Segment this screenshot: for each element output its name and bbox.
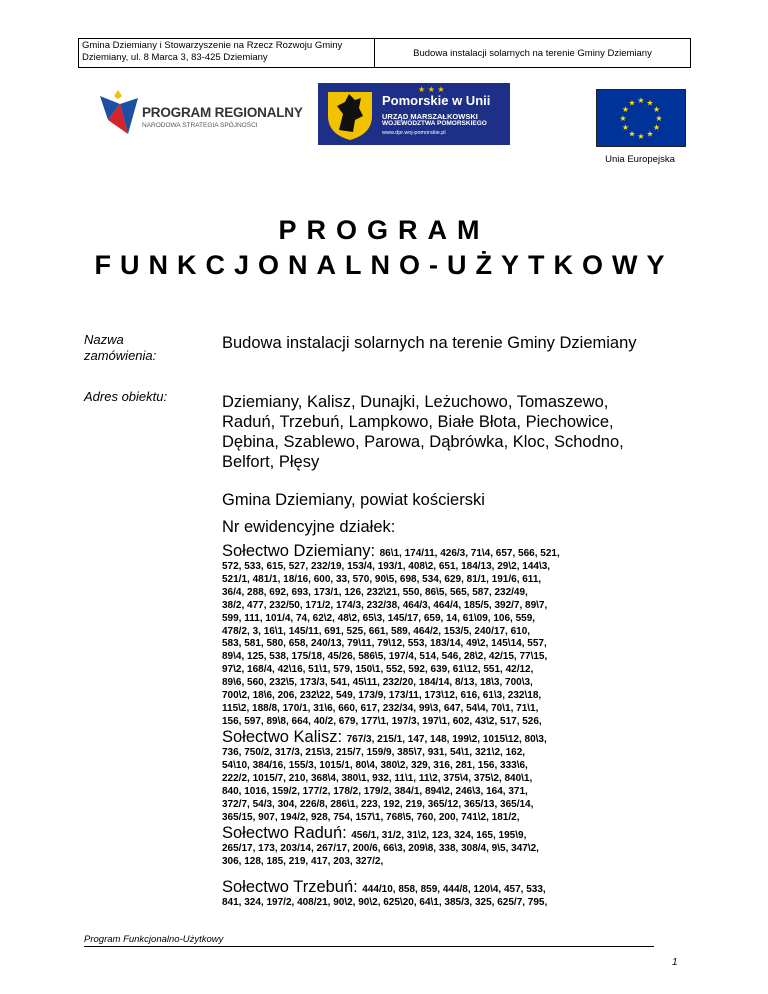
eu-star-icon: ★ xyxy=(637,132,645,141)
parcel-list xyxy=(222,897,662,910)
parcel-line: 265/17, 173, 203/14, 267/17, 200/6, 66\3, 209\8, 338, 308/4, 9\5, 347\2, xyxy=(222,843,539,854)
parcel-line: 97\2, 168/4, 42\16, 51\1, 579, 150\1, 552, 592, 639, 61\12, 551, 42/12, xyxy=(222,664,534,676)
parcel-line: 478/2, 3, 16\1, 145/11, 691, 525, 661, 589, 464/2, 153/5, 240/17, 610, xyxy=(222,625,531,637)
page-header xyxy=(78,38,691,68)
gmina-text: Gmina Dziemiany, powiat kościerski xyxy=(222,491,485,509)
eu-star-icon: ★ xyxy=(646,98,654,108)
solectwo-dziemiany xyxy=(222,541,662,729)
solectwo-name: Sołectwo Trzebuń: xyxy=(222,878,358,896)
program-regionalny-logo xyxy=(98,88,303,138)
parcel-line: 700\2, 18\6, 206, 232\22, 549, 173/9, 173/11, 173\12, 616, 61\3, 232\18, xyxy=(222,690,542,702)
document-title-line2: FUNKCJONALNO-UŻYTKOWY xyxy=(94,250,674,280)
header-org-line2: Dziemiany, ul. 8 Marca 3, 83-425 Dziemiany xyxy=(82,52,268,63)
parcel-line: 365/15, 907, 194/2, 928, 754, 157\1, 768\5, 760, 200, 741\2, 181/2, xyxy=(222,811,520,823)
footer-divider xyxy=(84,946,654,947)
parcel-first-line: 456/1, 31/2, 31\2, 123, 324, 165, 195\9, xyxy=(351,830,527,841)
parcel-line: 840, 1016, 159/2, 177/2, 178/2, 179/2, 384/1, 894\2, 246\3, 164, 371, xyxy=(222,785,528,797)
address-label: Adres obiektu: xyxy=(84,389,168,404)
parcel-first-line: 444/10, 858, 859, 444/8, 120\4, 457, 533, xyxy=(362,884,546,895)
parcel-line: 89\6, 560, 232\5, 173/3, 541, 45\11, 232/20, 184/14, 8/13, 18\3, 700\3, xyxy=(222,677,533,689)
document-title-line1: PROGRAM xyxy=(278,215,490,245)
page-number: 1 xyxy=(672,957,678,968)
solectwo-kalisz xyxy=(222,727,662,824)
parcel-line: 222/2, 1015/7, 210, 368\4, 380\1, 932, 11\1, 11\2, 375\4, 375\2, 840\1, xyxy=(222,772,533,784)
eu-star-icon: ★ xyxy=(655,114,663,123)
eu-caption: Unia Europejska xyxy=(605,154,675,165)
eu-star-icon: ★ xyxy=(621,123,629,132)
header-right-cell: Budowa instalacji solarnych na terenie Gminy Dziemiany xyxy=(413,47,652,59)
program-regionalny-emblem-icon xyxy=(98,90,140,136)
parcel-line: 306, 128, 185, 219, 417, 203, 327/2, xyxy=(222,855,384,867)
eu-star-icon: ★ xyxy=(653,105,661,114)
pomorskie-w-unii-logo xyxy=(318,83,510,145)
solectwo-radun xyxy=(222,823,662,869)
order-name-label-line1: Nazwa xyxy=(84,332,124,347)
eu-flag-icon xyxy=(596,89,686,147)
eu-star-icon: ★ xyxy=(619,114,627,123)
eu-star-icon: ★ xyxy=(646,129,654,139)
eu-star-icon: ★ xyxy=(628,98,636,108)
eu-stars-circle xyxy=(597,90,685,146)
pomorskie-title: Pomorskie w Unii xyxy=(382,93,491,108)
order-name-label xyxy=(84,332,156,364)
parcel-line: 156, 597, 89\8, 664, 40/2, 679, 177\1, 197/3, 197\1, 602, 43\2, 517, 526, xyxy=(222,715,542,727)
pomorskie-office-line2: WOJEWÓDZTWA POMORSKIEGO xyxy=(382,120,487,127)
parcel-line: 841, 324, 197/2, 408/21, 90\2, 90\2, 625\20, 64\1, 385/3, 325, 625/7, 795, xyxy=(222,897,548,908)
pomorskie-office-line1: URZĄD MARSZAŁKOWSKI xyxy=(382,112,478,121)
solectwo-name: Sołectwo Raduń: xyxy=(222,824,347,842)
program-regionalny-subtitle: NARODOWA STRATEGIA SPÓJNOŚCI xyxy=(142,122,258,129)
parcel-line: 38/2, 477, 232/50, 171/2, 174/3, 232/38, 464/3, 464/4, 185/5, 392/7, 89\7, xyxy=(222,599,548,611)
parcel-first-line: 86\1, 174/11, 426/3, 71\4, 657, 566, 521, xyxy=(379,548,560,559)
eu-star-icon: ★ xyxy=(653,123,661,132)
parcel-line: 736, 750/2, 317/3, 215\3, 215/7, 159/9, 385\7, 931, 54\1, 321\2, 162, xyxy=(222,747,526,758)
solectwo-name: Sołectwo Kalisz: xyxy=(222,728,343,746)
order-name-label-line2: zamówienia: xyxy=(84,348,157,363)
eu-star-icon: ★ xyxy=(637,96,645,105)
parcel-line: 572, 533, 615, 527, 232/19, 153/4, 193/1, 408\2, 651, 184/13, 29\2, 144\3, xyxy=(222,561,551,572)
solectwo-trzebun xyxy=(222,877,662,910)
svg-text:★ ★ ★: ★ ★ ★ xyxy=(418,85,445,94)
header-org-line1: Gmina Dziemiany i Stowarzyszenie na Rzecz Rozwoju Gminy xyxy=(82,40,343,51)
parcel-line: 36/4, 288, 692, 693, 173/1, 126, 232\21, 550, 86\5, 565, 587, 232/49, xyxy=(222,586,528,598)
parcel-list xyxy=(222,561,662,729)
order-name-value: Budowa instalacji solarnych na terenie Gminy Dziemiany xyxy=(222,334,637,352)
solectwo-name: Sołectwo Dziemiany: xyxy=(222,542,376,560)
parcel-list xyxy=(222,843,662,869)
parcel-line: 599, 111, 101/4, 74, 62\2, 48\2, 65\3, 145/17, 659, 14, 61\09, 106, 559, xyxy=(222,612,536,624)
parcel-line: 89\4, 125, 538, 175/18, 45/26, 586\5, 197/4, 514, 546, 28\2, 42/15, 77\15, xyxy=(222,651,548,663)
parcel-line: 372/7, 54/3, 304, 226/8, 286\1, 223, 192, 219, 365/12, 365/13, 365/14, xyxy=(222,798,534,810)
parcel-line: 115\2, 188/8, 170/1, 31\6, 660, 617, 232/34, 99\3, 647, 54\4, 70\1, 71\1, xyxy=(222,702,539,714)
address-value: Dziemiany, Kalisz, Dunajki, Leżuchowo, Tomaszewo, Raduń, Trzebuń, Lampkowo, Białe Błota, Piechowice, Dębina, Szablewo, Parowa, Dąbrówka, Kloc, Schodno, Belfort, Płęsy xyxy=(222,393,624,471)
parcel-line: 521/1, 481/1, 18/16, 600, 33, 570, 90\5, 698, 534, 629, 81/1, 191/6, 611, xyxy=(222,573,542,585)
pomorskie-url: www.dpr.woj-pomorskie.pl xyxy=(382,130,446,136)
parcel-first-line: 767/3, 215/1, 147, 148, 199\2, 1015\12, 80\3, xyxy=(346,734,547,745)
footer-text: Program Funkcjonalno-Użytkowy xyxy=(84,934,224,945)
parcel-list xyxy=(222,747,662,824)
header-left-cell xyxy=(79,39,375,67)
parcel-line: 583, 581, 580, 658, 240/13, 79\11, 79\12, 553, 183/14, 49\2, 145\14, 557, xyxy=(222,638,547,650)
griffin-crest-icon xyxy=(323,86,377,142)
program-regionalny-title: PROGRAM REGIONALNY xyxy=(142,105,303,120)
parcel-line: 54\10, 384/16, 155/3, 1015/1, 80\4, 380\2, 329, 316, 281, 156, 333\6, xyxy=(222,759,528,771)
eu-star-icon: ★ xyxy=(628,129,636,139)
eu-star-icon: ★ xyxy=(621,105,629,114)
parcels-label: Nr ewidencyjne działek: xyxy=(222,518,396,536)
